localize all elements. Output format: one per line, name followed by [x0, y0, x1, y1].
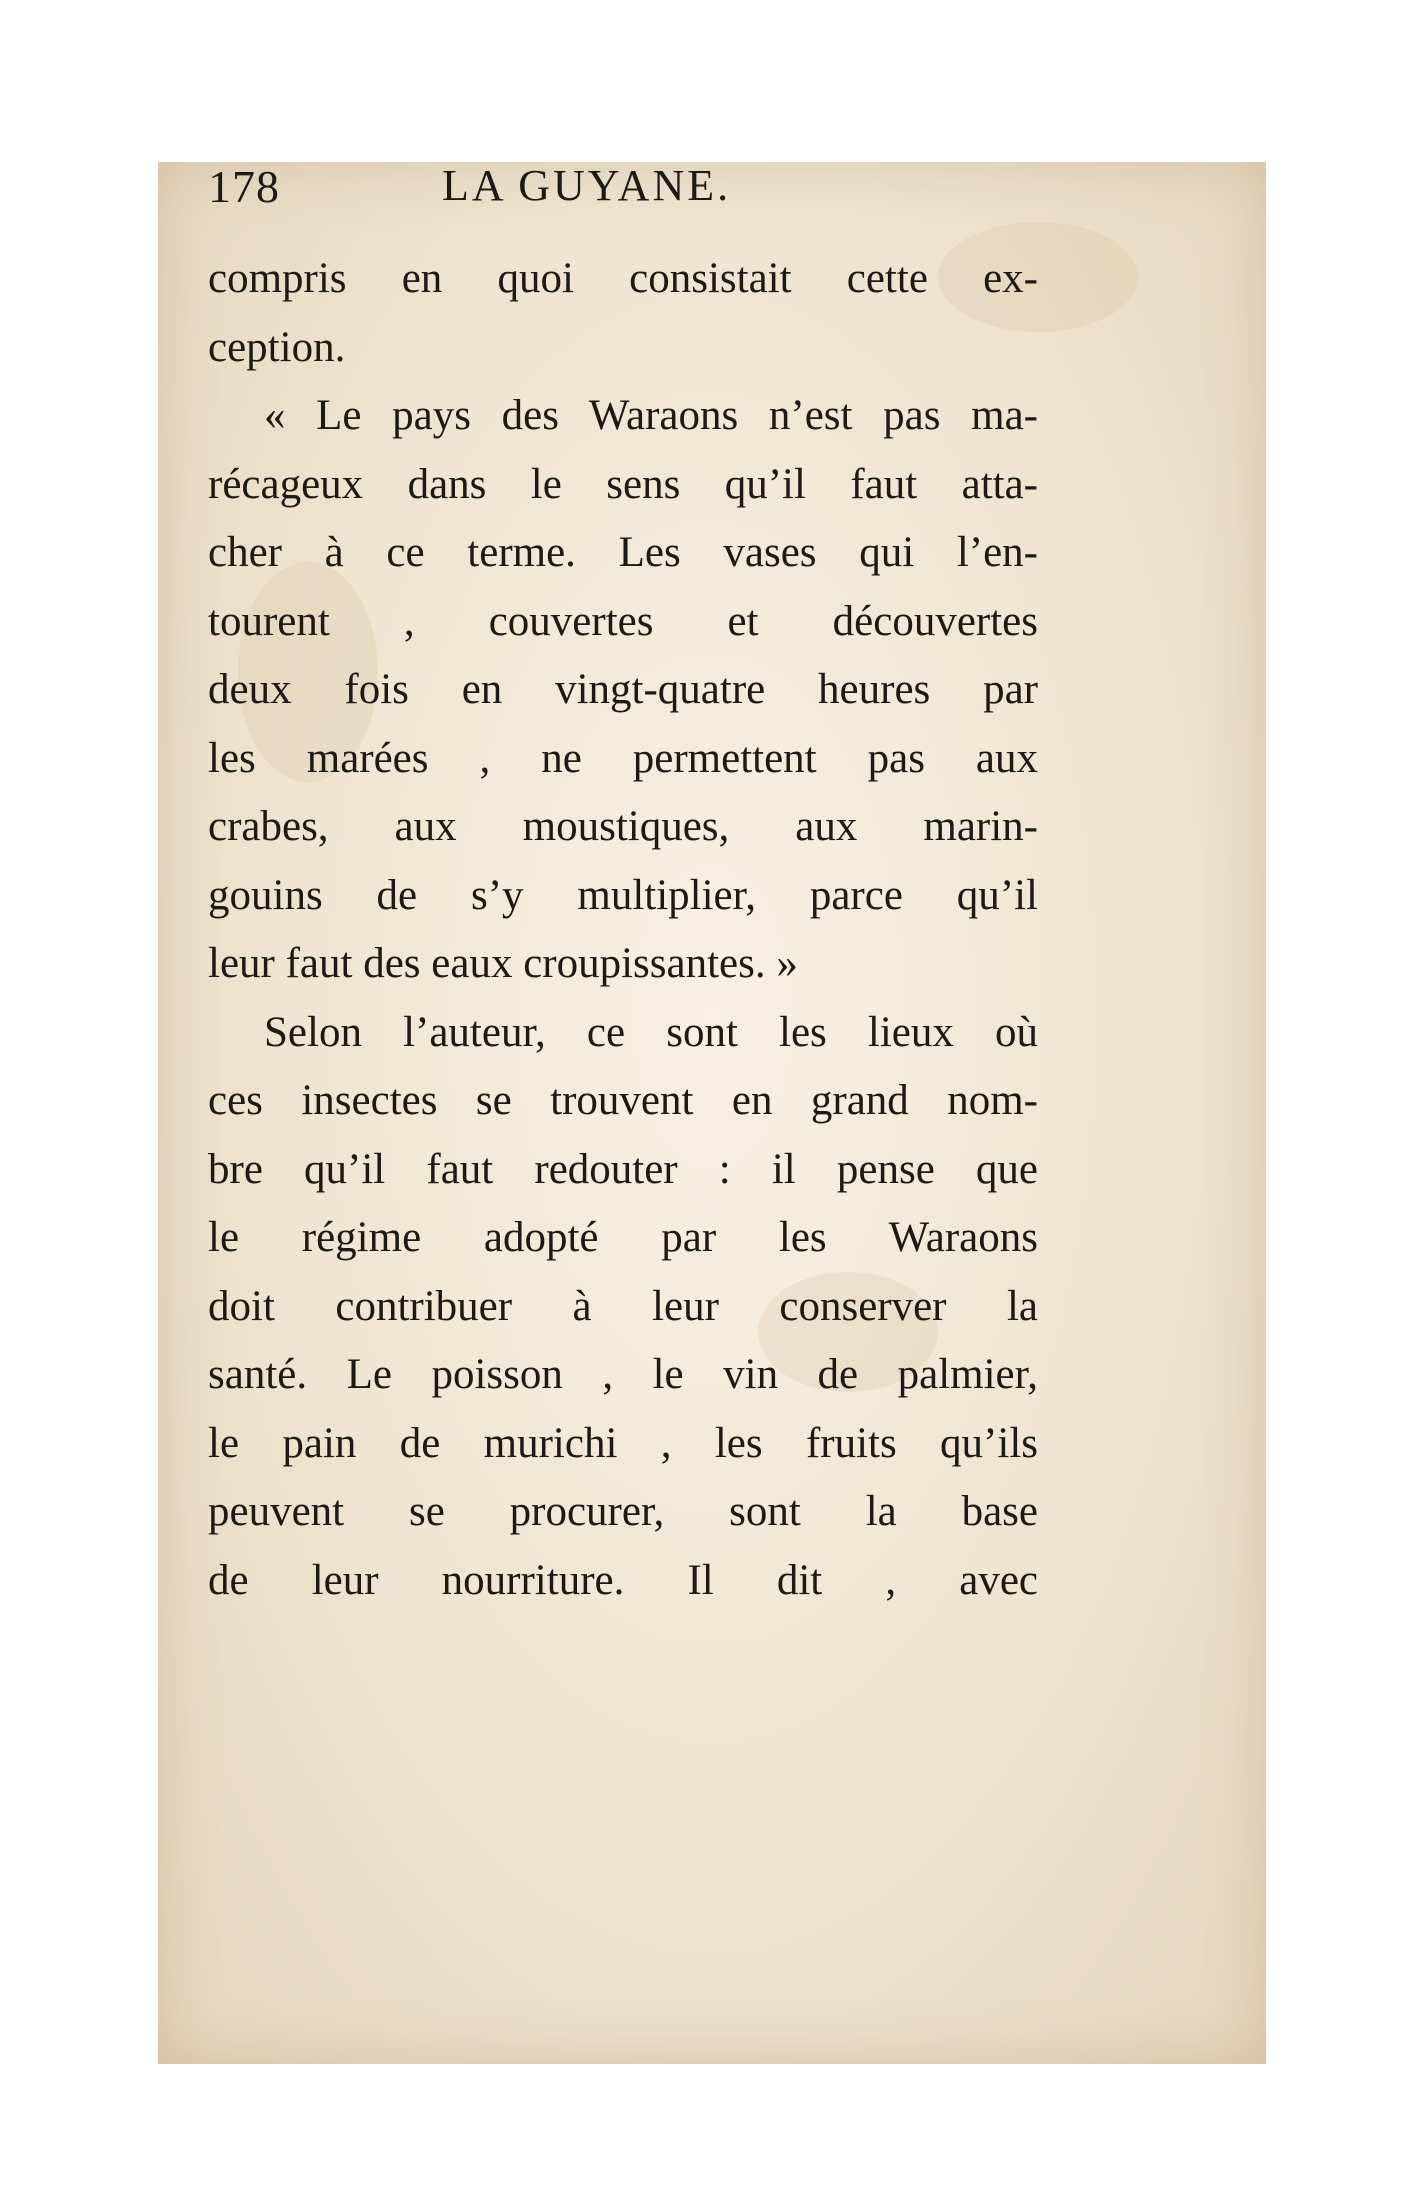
text-line: tourent , couvertes et découvertes: [208, 597, 1038, 645]
text-line: les marées , ne permettent pas aux: [208, 734, 1038, 782]
page-header: [208, 160, 1008, 230]
text-line: « Le pays des Waraons n’est pas ma-: [264, 392, 1038, 439]
text-line: deux fois en vingt-quatre heures par: [208, 666, 1038, 713]
body-text: [208, 245, 1038, 1615]
text-line: le pain de murichi , les fruits qu’ils: [208, 1419, 1038, 1467]
text-line: compris en quoi consistait cette ex-: [208, 255, 1038, 302]
text-line: ces insectes se trouvent en grand nom-: [208, 1077, 1038, 1124]
text-line: cher à ce terme. Les vases qui l’en-: [208, 529, 1038, 576]
running-title: LA GUYANE.: [442, 161, 732, 210]
text-line: doit contribuer à leur conserver la: [208, 1282, 1038, 1330]
text-line: gouins de s’y multiplier, parce qu’il: [208, 871, 1038, 919]
page-number: 178: [208, 161, 280, 212]
text-line: bre qu’il faut redouter : il pense que: [208, 1145, 1038, 1193]
text-line: le régime adopté par les Waraons: [208, 1214, 1038, 1261]
text-line: santé. Le poisson , le vin de palmier,: [208, 1351, 1038, 1398]
text-line: de leur nourriture. Il dit , avec: [208, 1556, 1038, 1604]
text-line: ception.: [208, 323, 346, 371]
text-line: leur faut des eaux croupissantes. »: [208, 940, 798, 987]
text-line: peuvent se procurer, sont la base: [208, 1488, 1038, 1535]
text-line: crabes, aux moustiques, aux marin-: [208, 803, 1038, 850]
text-line: récageux dans le sens qu’il faut atta-: [208, 460, 1038, 508]
text-line: Selon l’auteur, ce sont les lieux où: [264, 1008, 1038, 1056]
